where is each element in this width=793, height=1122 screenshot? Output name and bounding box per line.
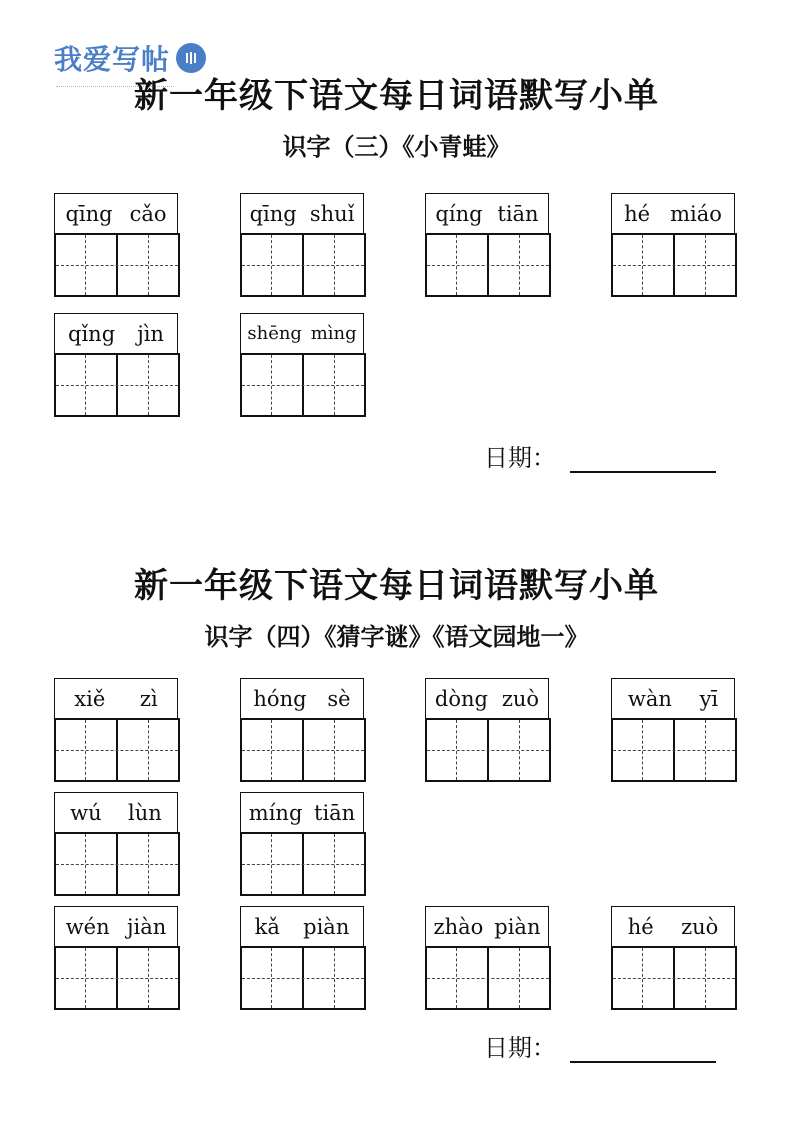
- date-field: [484, 1028, 716, 1063]
- pinyin-label: qīng cǎo: [54, 193, 178, 233]
- pinyin-label: kǎ piàn: [240, 906, 364, 946]
- pinyin-label: hóng sè: [240, 678, 364, 718]
- writing-grid[interactable]: [425, 718, 551, 782]
- word-card: [611, 193, 737, 297]
- word-card: [54, 678, 180, 782]
- pinyin-label: wén jiàn: [54, 906, 178, 946]
- pinyin-label: qīng shuǐ: [240, 193, 364, 233]
- word-card: [425, 906, 551, 1010]
- date-blank[interactable]: [570, 1041, 716, 1063]
- pinyin-label: hé zuò: [611, 906, 735, 946]
- section-2-subtitle: 识字（四）《猜字谜》《语文园地一》: [204, 623, 589, 651]
- pinyin-label: qǐng jìn: [54, 313, 178, 353]
- writing-grid[interactable]: [425, 946, 551, 1010]
- date-field: [484, 438, 716, 473]
- pinyin-label: dòng zuò: [425, 678, 549, 718]
- logo-text: 我爱写帖: [54, 43, 171, 76]
- writing-grid[interactable]: [611, 946, 737, 1010]
- word-card: [425, 678, 551, 782]
- word-card: [240, 193, 366, 297]
- writing-grid[interactable]: [54, 832, 180, 896]
- word-card: [54, 313, 180, 417]
- pinyin-label: shēng mìng: [240, 313, 364, 353]
- writing-grid[interactable]: [240, 946, 366, 1010]
- writing-grid[interactable]: [54, 353, 180, 417]
- pinyin-label: zhào piàn: [425, 906, 549, 946]
- writing-grid[interactable]: [240, 832, 366, 896]
- word-card: [240, 906, 366, 1010]
- pinyin-label: qíng tiān: [425, 193, 549, 233]
- writing-grid[interactable]: [611, 718, 737, 782]
- date-label: 日期：: [484, 444, 556, 472]
- date-label: 日期：: [484, 1034, 556, 1062]
- pinyin-label: míng tiān: [240, 792, 364, 832]
- word-card: [54, 906, 180, 1010]
- section-2-title: 新一年级下语文每日词语默写小单: [134, 566, 659, 606]
- pinyin-label: wàn yī: [611, 678, 735, 718]
- word-card: [54, 193, 180, 297]
- section-1-title: 新一年级下语文每日词语默写小单: [134, 76, 659, 116]
- writing-grid[interactable]: [240, 718, 366, 782]
- pinyin-label: wú lùn: [54, 792, 178, 832]
- site-logo: [54, 36, 206, 80]
- word-card: [54, 792, 180, 896]
- pinyin-label: hé miáo: [611, 193, 735, 233]
- pinyin-label: xiě zì: [54, 678, 178, 718]
- date-blank[interactable]: [570, 451, 716, 473]
- word-card: [611, 678, 737, 782]
- section-1-subtitle: 识字（三）《小青蛙》: [282, 133, 511, 161]
- word-card: [240, 313, 366, 417]
- word-card: [425, 193, 551, 297]
- writing-grid[interactable]: [54, 233, 180, 297]
- writing-grid[interactable]: [54, 718, 180, 782]
- word-card: [611, 906, 737, 1010]
- writing-grid[interactable]: [54, 946, 180, 1010]
- writing-grid[interactable]: [425, 233, 551, 297]
- writing-grid[interactable]: [240, 353, 366, 417]
- logo-badge-icon: [176, 43, 206, 73]
- word-card: [240, 792, 366, 896]
- writing-grid[interactable]: [611, 233, 737, 297]
- writing-grid[interactable]: [240, 233, 366, 297]
- word-card: [240, 678, 366, 782]
